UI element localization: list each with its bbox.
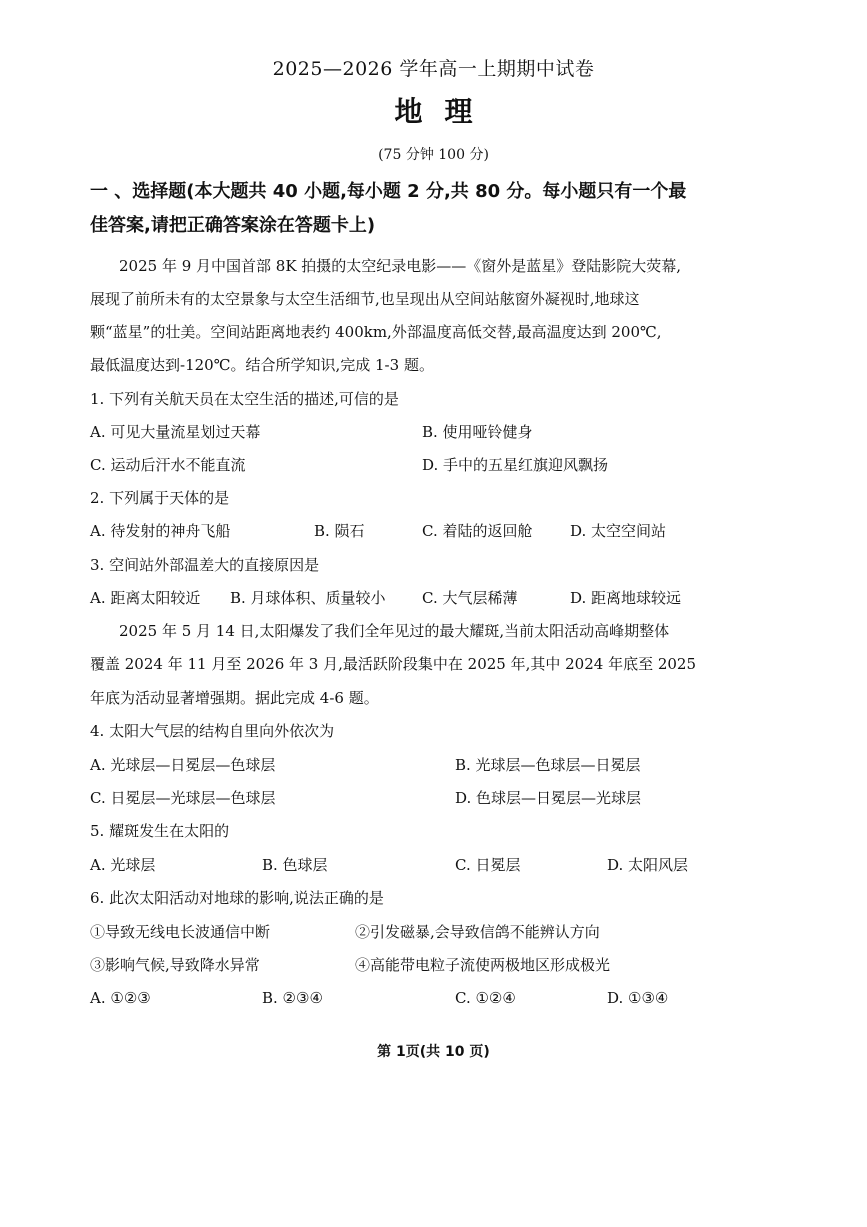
passage1-line4: 最低温度达到-120℃。结合所学知识,完成 1-3 题。 [90,356,434,374]
q6-statement-3: ③影响气候,导致降水异常 [90,956,260,974]
passage2-line2: 覆盖 2024 年 11 月至 2026 年 3 月,最活跃阶段集中在 2025 年,其中 2024 年底至 2025 [90,655,697,673]
q2-option-c: C. 着陆的返回舱 [422,522,533,540]
q4-stem: 4. 太阳大气层的结构自里向外依次为 [90,722,335,740]
q1-option-b: B. 使用哑铃健身 [422,423,533,441]
q1-option-c: C. 运动后汗水不能直流 [90,456,246,474]
passage2-line1: 2025 年 5 月 14 日,太阳爆发了我们全年见过的最大耀斑,当前太阳活动高峰期整体 [119,622,670,640]
page-number: 第 1页(共 10 页) [377,1044,490,1060]
q2-option-b: B. 陨石 [314,522,365,540]
q6-option-d: D. ①③④ [607,989,669,1007]
q3-stem: 3. 空间站外部温差大的直接原因是 [90,556,320,574]
q5-option-b: B. 色球层 [262,856,328,874]
exam-title: 2025—2026 学年高一上期期中试卷 [272,58,595,80]
q4-option-b: B. 光球层—色球层—日冕层 [455,756,641,774]
q6-option-b: B. ②③④ [262,989,323,1007]
q2-option-d: D. 太空空间站 [570,522,667,540]
q1-option-d: D. 手中的五星红旗迎风飘扬 [422,456,609,474]
q6-option-c: C. ①②④ [455,989,516,1007]
q4-option-a: A. 光球层—日冕层—色球层 [90,756,276,774]
q2-stem: 2. 下列属于天体的是 [90,489,230,507]
q5-option-a: A. 光球层 [90,856,156,874]
q3-option-a: A. 距离太阳较近 [90,589,201,607]
passage1-line2: 展现了前所未有的太空景象与太空生活细节,也呈现出从空间站舷窗外凝视时,地球这 [90,290,640,308]
q6-statement-4: ④高能带电粒子流使两极地区形成极光 [355,956,611,974]
q2-option-a: A. 待发射的神舟飞船 [90,522,231,540]
q6-statement-2: ②引发磁暴,会导致信鸽不能辨认方向 [355,923,600,941]
section-heading-line2: 佳答案,请把正确答案涂在答题卡上) [90,215,376,236]
q1-stem: 1. 下列有关航天员在太空生活的描述,可信的是 [90,390,399,408]
q5-stem: 5. 耀斑发生在太阳的 [90,822,230,840]
q4-option-d: D. 色球层—日冕层—光球层 [455,789,642,807]
q6-statement-1: ①导致无线电长波通信中断 [90,923,271,941]
q3-option-b: B. 月球体积、质量较小 [230,589,386,607]
q5-option-c: C. 日冕层 [455,856,521,874]
q3-option-d: D. 距离地球较远 [570,589,682,607]
passage2-line3: 年底为活动显著增强期。据此完成 4-6 题。 [90,689,379,707]
q1-option-a: A. 可见大量流星划过天幕 [90,423,261,441]
time-score: (75 分钟 100 分) [378,147,489,163]
q5-option-d: D. 太阳风层 [607,856,689,874]
passage1-line3: 颗“蓝星”的壮美。空间站距离地表约 400km,外部温度高低交替,最高温度达到 200℃, [90,323,662,341]
subject-title: 地理 [394,95,495,128]
section-heading-line1: 一 、选择题(本大题共 40 小题,每小题 2 分,共 80 分。每小题只有一个最 [90,181,687,202]
q6-stem: 6. 此次太阳活动对地球的影响,说法正确的是 [90,889,384,907]
passage1-line1: 2025 年 9 月中国首部 8K 拍摄的太空纪录电影——《窗外是蓝星》登陆影院大荧幕, [119,257,682,275]
q6-option-a: A. ①②③ [90,989,151,1007]
q4-option-c: C. 日冕层—光球层—色球层 [90,789,276,807]
q3-option-c: C. 大气层稀薄 [422,589,518,607]
